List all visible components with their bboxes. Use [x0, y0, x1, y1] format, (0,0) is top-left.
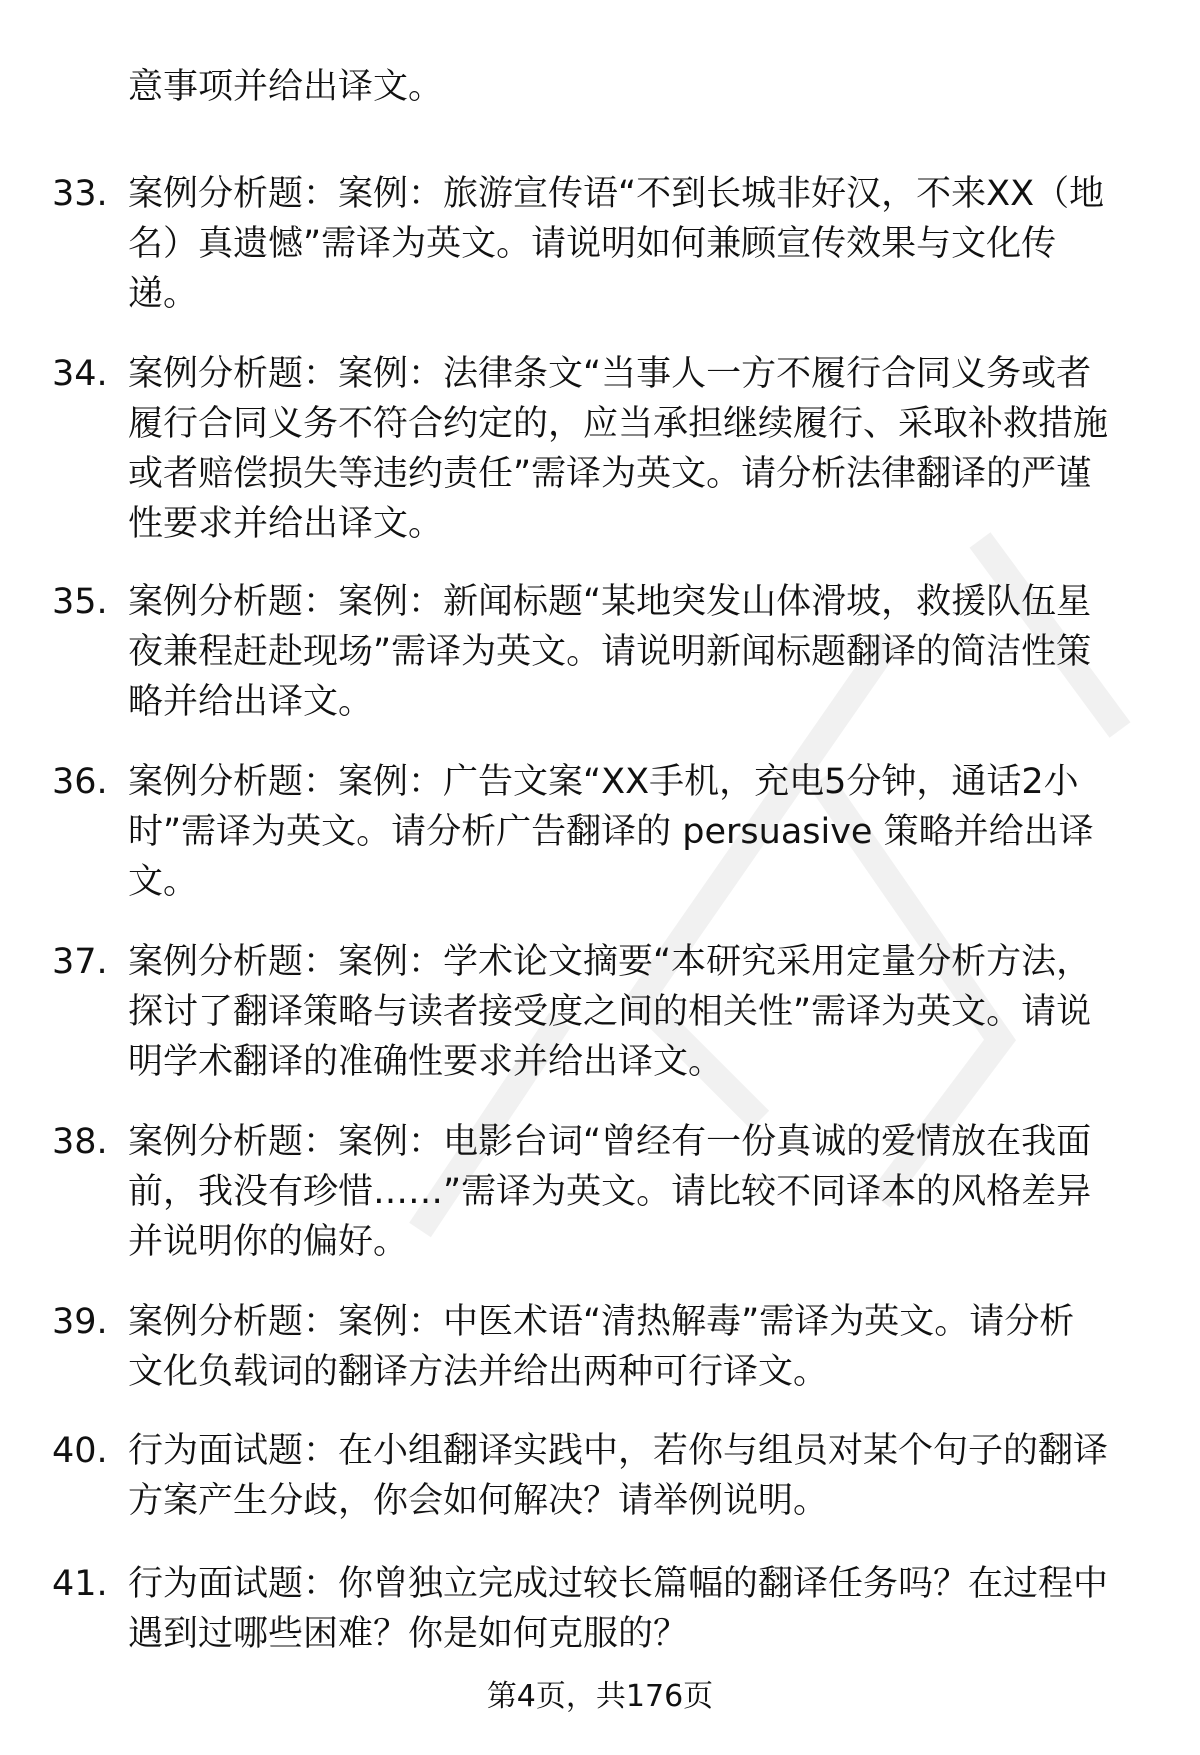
question-text-line: 夜兼程赶赴现场”需译为英文。请说明新闻标题翻译的简洁性策: [128, 632, 1092, 672]
question-text-line: 探讨了翻译策略与读者接受度之间的相关性”需译为英文。请说: [128, 992, 1092, 1032]
question-text-line: 或者赔偿损失等违约责任”需译为英文。请分析法律翻译的严谨: [128, 454, 1092, 494]
question-text-line: 文。: [128, 862, 199, 902]
question-text-line: 文化负载词的翻译方法并给出两种可行译文。: [128, 1352, 829, 1392]
question-text-line: 略并给出译文。: [128, 682, 374, 722]
question-number: 35.: [52, 582, 108, 622]
question-number: 38.: [52, 1122, 108, 1162]
question-number: 36.: [52, 762, 108, 802]
question-text-line: 案例分析题：案例：电影台词“曾经有一份真诚的爱情放在我面: [128, 1122, 1092, 1162]
question-number: 37.: [52, 942, 108, 982]
question-number: 33.: [52, 174, 108, 214]
question-number: 40.: [52, 1431, 108, 1471]
question-text-line: 行为面试题：你曾独立完成过较长篇幅的翻译任务吗？在过程中: [128, 1564, 1109, 1604]
question-number: 34.: [52, 354, 108, 394]
question-text-line: 案例分析题：案例：中医术语“清热解毒”需译为英文。请分析: [128, 1302, 1075, 1342]
question-text-line: 明学术翻译的准确性要求并给出译文。: [128, 1042, 724, 1082]
question-text-line: 前，我没有珍惜……”需译为英文。请比较不同译本的风格差异: [128, 1172, 1092, 1212]
question-text-line: 履行合同义务不符合约定的，应当承担继续履行、采取补救措施: [128, 404, 1109, 444]
question-number: 39.: [52, 1302, 108, 1342]
question-text-line: 并说明你的偏好。: [128, 1222, 409, 1262]
question-text-line: 案例分析题：案例：旅游宣传语“不到长城非好汉，不来XX（地: [128, 174, 1105, 214]
question-text-line: 案例分析题：案例：学术论文摘要“本研究采用定量分析方法，: [128, 942, 1092, 982]
question-text-line: 行为面试题：在小组翻译实践中，若你与组员对某个句子的翻译: [128, 1431, 1109, 1471]
question-text-line: 案例分析题：案例：广告文案“XX手机，充电5分钟，通话2小: [128, 762, 1079, 802]
page-footer: 第4页，共176页: [486, 1679, 714, 1714]
question-text-line: 案例分析题：案例：法律条文“当事人一方不履行合同义务或者: [128, 354, 1092, 394]
question-text-line: 时”需译为英文。请分析广告翻译的 persuasive 策略并给出译: [128, 812, 1094, 852]
question-number: 41.: [52, 1564, 108, 1604]
question-text-line: 性要求并给出译文。: [128, 504, 444, 544]
question-text-line: 遇到过哪些困难？你是如何克服的？: [128, 1614, 689, 1654]
question-text-line: 递。: [128, 274, 199, 314]
question-text-line: 名）真遗憾”需译为英文。请说明如何兼顾宣传效果与文化传: [128, 224, 1057, 264]
question-text-line: 方案产生分歧，你会如何解决？请举例说明。: [128, 1481, 829, 1521]
question-text-line: 意事项并给出译文。: [128, 67, 444, 107]
question-text-line: 案例分析题：案例：新闻标题“某地突发山体滑坡，救援队伍星: [128, 582, 1092, 622]
